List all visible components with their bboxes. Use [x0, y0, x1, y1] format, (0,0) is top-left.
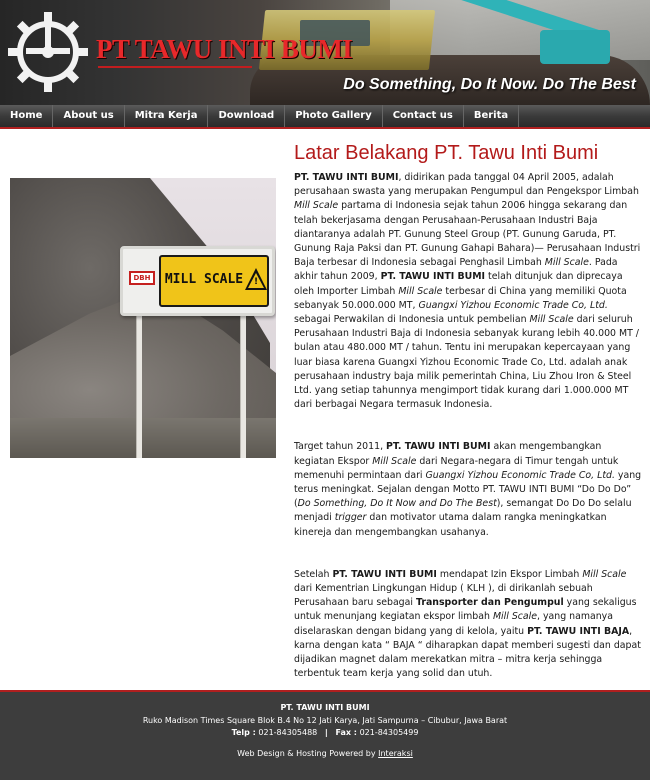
contact-separator: | [324, 728, 328, 737]
powered-text: Web Design & Hosting Powered by [237, 749, 379, 758]
term: Mill Scale [582, 568, 627, 580]
term: Do Something, Do It Now and Do The Best [297, 498, 497, 510]
text: , karna dengan kata “ BAJA “ diharapkan dapat memberi sugesti dan dapat dijadikan magnet dalam merekatkan mitra – mitra kerja sehingga terbentuk team kerja yang solid dan utuh. [294, 625, 641, 680]
term: Mill Scale [529, 314, 574, 326]
site-header [0, 0, 650, 105]
sign-pole-left [136, 314, 142, 458]
text: , didirikan pada tanggal 04 April 2005, adalah perusahaan swasta yang merupakan Pengumpul dan Pengekspor Limbah [294, 172, 639, 198]
paragraph-1 [294, 171, 642, 412]
brand-title: PT TAWU INTI BUMI [96, 34, 353, 64]
text: Target tahun 2011, [294, 441, 387, 453]
nav-separator [518, 105, 519, 127]
telp-number: 021-84305488 [258, 728, 318, 737]
article-body [294, 171, 642, 682]
mill-scale-photo [10, 178, 276, 458]
header-excavator-cab [540, 30, 610, 64]
term: Mill Scale [544, 257, 589, 269]
brand-underline [98, 66, 252, 68]
emphasis: Transporter dan Pengumpul [415, 597, 564, 609]
text: dari Kementrian Lingkungan Hidup ( KLH ), di dirikanlah sebuah Perusahaan baru sebagai [294, 583, 593, 609]
term: Mill Scale [492, 611, 538, 623]
nav-photo-gallery[interactable]: Photo Gallery [295, 110, 372, 121]
company-name: PT. TAWU INTI BUMI [380, 271, 486, 283]
page-title: Latar Belakang PT. Tawu Inti Bumi [294, 142, 599, 164]
telp-label: Telp : [231, 728, 256, 737]
text: , yang namanya diselaraskan dengan bidang yang di kelola, yaitu [294, 611, 613, 637]
text: . Pada akhir tahun 2009, [294, 257, 618, 283]
term: trigger [334, 512, 367, 524]
nav-home[interactable]: Home [10, 110, 43, 121]
photo-ground [10, 418, 276, 458]
term: Guangxi Yizhou Economic Trade Co, Ltd. [425, 469, 615, 481]
company-name: PT. TAWU INTI BUMI [332, 568, 437, 580]
text: mendapat Izin Ekspor Limbah [436, 568, 583, 580]
paragraph-2 [294, 440, 642, 539]
term: Guangxi Yizhou Economic Trade Co, Ltd. [418, 299, 608, 311]
fax-label: Fax : [335, 728, 358, 737]
site-footer [0, 690, 650, 780]
footer-address: Ruko Madison Times Square Blok B.4 No 12 Jati Karya, Jati Sampurna – Cibubur, Jawa Barat [142, 716, 508, 725]
footer-powered [0, 749, 650, 758]
nav-contact-us[interactable]: Contact us [392, 110, 453, 121]
term: Mill Scale [372, 455, 417, 467]
fax-number: 021-84305499 [359, 728, 419, 737]
mill-scale-sign [120, 246, 275, 316]
sign-panel [159, 255, 269, 307]
text: sebagai Perwakilan di Indonesia untuk pembelian [294, 314, 530, 326]
header-tagline: Do Something, Do It Now. Do The Best [343, 76, 636, 93]
company-name: PT. TAWU INTI BAJA [527, 625, 630, 637]
text: dan motivator utama dalam rangka meningkatkan kinereja dan mengembangkan usahanya. [294, 512, 607, 538]
company-name: PT. TAWU INTI BUMI [386, 441, 491, 453]
sign-brand-logo: DBH [129, 271, 155, 285]
text: ), semangat Do Do Do selalu menjadi [294, 498, 632, 524]
nav-download[interactable]: Download [218, 110, 275, 121]
company-name: PT. TAWU INTI BUMI [294, 172, 399, 183]
gear-logo-icon[interactable] [8, 12, 88, 92]
text: partama di Indonesia sejak tahun 2006 hingga sekarang dan telah bekerjasama dengan Perusahaan-Perusahaan Industri Baja diantaranya adalah PT. Gunung Steel Group (PT. Gunung Garuda, PT. Gunung Raja Paksi dan PT. Gunung Gahapi Bahara)— Perusahaan Industri Baja terbesar di Indonesia sebagai Penghasil Limbah [294, 200, 641, 269]
text: Setelah [294, 568, 333, 580]
text: terbesar di China yang memiliki Quota sebanyak 50.000.000 MT, [294, 285, 627, 311]
text: yang terus meningkat. Sejalan dengan Motto PT. TAWU INTI BUMI “Do Do Do” ( [294, 469, 642, 510]
interaksi-link[interactable]: Interaksi [378, 749, 413, 758]
term: Mill Scale [294, 200, 339, 212]
footer-contact [0, 728, 650, 737]
term: Mill Scale [398, 285, 443, 297]
text: akan mengembangkan kegiatan Ekspor [294, 441, 602, 467]
text: yang sekaligus untuk menunjang kegiatan ekspor limbah [294, 597, 637, 623]
warning-mark: ! [254, 277, 259, 287]
nav-mitra-kerja[interactable]: Mitra Kerja [134, 110, 198, 121]
sign-pole-right [240, 314, 246, 458]
nav-about-us[interactable]: About us [63, 110, 114, 121]
text: dari Negara-negara di Timur tengah untuk memenuhi permintaan dari [294, 455, 619, 481]
footer-company: PT. TAWU INTI BUMI [280, 703, 370, 712]
paragraph-3 [294, 568, 642, 682]
main-nav [0, 105, 650, 129]
text: telah ditunjuk dan diprecaya oleh Importer Limbah [294, 271, 623, 297]
nav-berita[interactable]: Berita [473, 110, 509, 121]
text: dari seluruh Perusahaan Industri Baja di Indonesia sebanyak kurang lebih 40.000 MT / bulan atau 480.000 MT / tahun. Tentu ini merupakan kepercayaan yang luar biasa karena Guangxi Yizhou Economic Trade Co, Ltd. adalah anak perusahaan industry baja milik pemerintah China, Liu Zhou Iron & Steel Ltd. yang setiap tahunnya mengimport tidak kurang dari 1.000.000 MT dari berbagai Negara termasuk Indonesia. [294, 314, 639, 411]
sign-text: MILL SCALE [164, 272, 244, 287]
